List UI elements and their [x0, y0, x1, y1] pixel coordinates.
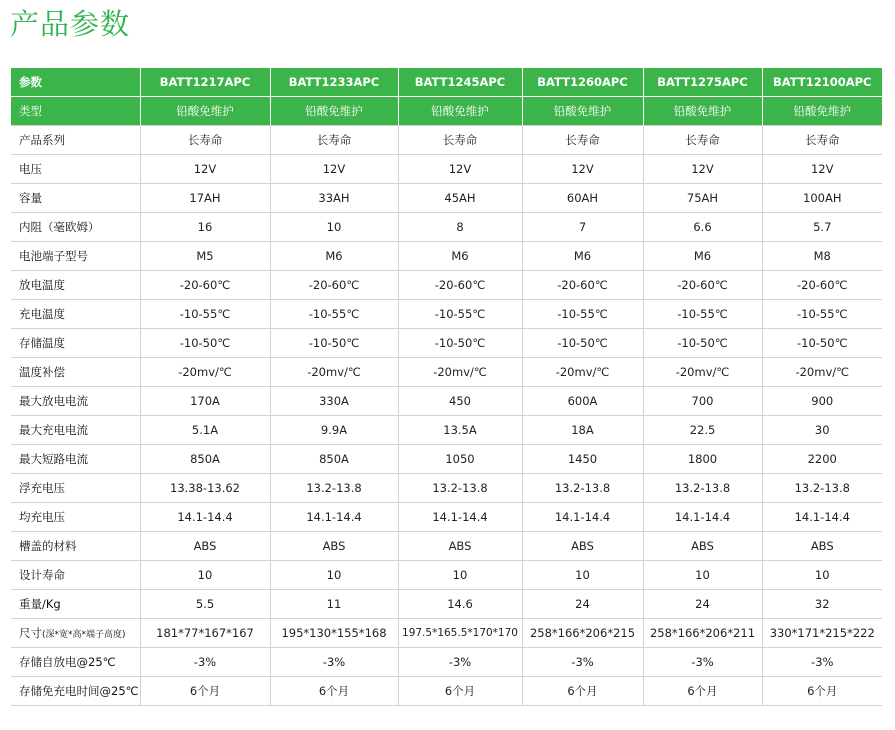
table-cell: 258*166*206*211 [643, 619, 762, 648]
row-label [11, 184, 140, 213]
table-cell: 12V [270, 155, 398, 184]
row-label-text: 浮充电压 [19, 481, 65, 495]
table-cell: 330A [270, 387, 398, 416]
table-cell: M6 [643, 242, 762, 271]
table-cell: -3% [522, 648, 643, 677]
model-header: BATT1275APC [643, 68, 762, 97]
page-title: 产品参数 [10, 7, 131, 41]
row-label [11, 619, 140, 648]
table-row [11, 445, 882, 474]
row-label-text: 电池端子型号 [19, 249, 88, 263]
table-cell: 6.6 [643, 213, 762, 242]
table-cell: 197.5*165.5*170*170 [398, 619, 522, 648]
type-cell: 铅酸免维护 [762, 97, 882, 126]
table-cell: -10-55℃ [643, 300, 762, 329]
row-label-text: 温度补偿 [19, 365, 65, 379]
table-cell: 22.5 [643, 416, 762, 445]
table-cell: 6个月 [643, 677, 762, 706]
table-cell: -10-55℃ [522, 300, 643, 329]
row-label-text: 设计寿命 [19, 568, 65, 582]
model-header: BATT1260APC [522, 68, 643, 97]
table-cell: 16 [140, 213, 270, 242]
table-cell: 30 [762, 416, 882, 445]
table-cell: 14.1-14.4 [762, 503, 882, 532]
row-label [11, 561, 140, 590]
row-label-text: 最大放电电流 [19, 394, 88, 408]
table-cell: 2200 [762, 445, 882, 474]
table-cell: -10-55℃ [762, 300, 882, 329]
table-cell: 24 [522, 590, 643, 619]
table-cell: 13.2-13.8 [398, 474, 522, 503]
table-row [11, 387, 882, 416]
row-label-text: 存储自放电@25℃ [19, 655, 116, 669]
table-cell: -10-55℃ [270, 300, 398, 329]
table-cell: 850A [270, 445, 398, 474]
table-cell: -20mv/℃ [398, 358, 522, 387]
model-header: BATT12100APC [762, 68, 882, 97]
table-row [11, 300, 882, 329]
table-cell: 6个月 [140, 677, 270, 706]
row-label [11, 300, 140, 329]
row-label-text: 放电温度 [19, 278, 65, 292]
table-cell: 7 [522, 213, 643, 242]
row-label [11, 387, 140, 416]
row-label-note: (深*宽*高*端子高度) [42, 630, 126, 640]
row-label [11, 445, 140, 474]
table-row [11, 619, 882, 648]
table-cell: -20mv/℃ [522, 358, 643, 387]
table-cell: 10 [140, 561, 270, 590]
table-cell: ABS [398, 532, 522, 561]
table-cell: -10-50℃ [398, 329, 522, 358]
row-label [11, 242, 140, 271]
table-cell: 长寿命 [140, 126, 270, 155]
table-cell: 450 [398, 387, 522, 416]
row-label-text: 最大短路电流 [19, 452, 88, 466]
type-cell: 铅酸免维护 [522, 97, 643, 126]
table-cell: 18A [522, 416, 643, 445]
model-header: BATT1233APC [270, 68, 398, 97]
table-row [11, 213, 882, 242]
table-cell: -20-60℃ [270, 271, 398, 300]
model-header: BATT1217APC [140, 68, 270, 97]
table-cell: 1800 [643, 445, 762, 474]
table-cell: ABS [762, 532, 882, 561]
table-cell: 181*77*167*167 [140, 619, 270, 648]
table-cell: 12V [643, 155, 762, 184]
table-cell: 10 [270, 213, 398, 242]
table-row [11, 358, 882, 387]
type-label: 类型 [11, 97, 140, 126]
row-label [11, 503, 140, 532]
row-label [11, 358, 140, 387]
table-cell: -3% [398, 648, 522, 677]
table-cell: 24 [643, 590, 762, 619]
table-row [11, 329, 882, 358]
table-cell: 10 [643, 561, 762, 590]
table-cell: 45AH [398, 184, 522, 213]
table-cell: -10-50℃ [140, 329, 270, 358]
table-row [11, 677, 882, 706]
row-label-text: 充电温度 [19, 307, 65, 321]
table-cell: 长寿命 [643, 126, 762, 155]
table-cell: -3% [270, 648, 398, 677]
row-label-text: 最大充电电流 [19, 423, 88, 437]
table-cell: 长寿命 [762, 126, 882, 155]
table-cell: 13.2-13.8 [522, 474, 643, 503]
spec-table-body [11, 68, 882, 706]
table-cell: -10-50℃ [762, 329, 882, 358]
table-cell: ABS [140, 532, 270, 561]
table-cell: 8 [398, 213, 522, 242]
table-cell: 32 [762, 590, 882, 619]
table-row [11, 474, 882, 503]
type-cell: 铅酸免维护 [643, 97, 762, 126]
table-cell: 13.5A [398, 416, 522, 445]
table-cell: -3% [762, 648, 882, 677]
table-cell: 6个月 [398, 677, 522, 706]
table-cell: 1050 [398, 445, 522, 474]
table-cell: 12V [522, 155, 643, 184]
table-cell: 850A [140, 445, 270, 474]
table-cell: 6个月 [762, 677, 882, 706]
table-cell: 5.1A [140, 416, 270, 445]
table-cell: 12V [398, 155, 522, 184]
table-cell: -10-50℃ [270, 329, 398, 358]
table-cell: 6个月 [522, 677, 643, 706]
row-label-text: 内阻（毫欧姆） [19, 220, 100, 234]
row-label [11, 126, 140, 155]
table-cell: 170A [140, 387, 270, 416]
table-cell: 14.1-14.4 [140, 503, 270, 532]
table-cell: M6 [398, 242, 522, 271]
table-cell: 长寿命 [522, 126, 643, 155]
table-cell: 60AH [522, 184, 643, 213]
row-label-text: 容量 [19, 191, 42, 205]
table-cell: M5 [140, 242, 270, 271]
table-cell: 10 [762, 561, 882, 590]
table-cell: -20mv/℃ [643, 358, 762, 387]
table-cell: 10 [270, 561, 398, 590]
table-cell: 17AH [140, 184, 270, 213]
type-cell: 铅酸免维护 [140, 97, 270, 126]
table-cell: -20-60℃ [140, 271, 270, 300]
row-label [11, 648, 140, 677]
table-cell: M8 [762, 242, 882, 271]
table-cell: 330*171*215*222 [762, 619, 882, 648]
table-cell: -3% [643, 648, 762, 677]
table-cell: -10-50℃ [522, 329, 643, 358]
table-cell: M6 [522, 242, 643, 271]
row-label [11, 155, 140, 184]
table-cell: 11 [270, 590, 398, 619]
row-label-text: 产品系列 [19, 133, 65, 147]
table-cell: ABS [270, 532, 398, 561]
row-label-text: 尺寸 [19, 626, 42, 640]
table-row [11, 503, 882, 532]
table-cell: 10 [398, 561, 522, 590]
table-cell: 13.2-13.8 [762, 474, 882, 503]
table-cell: -20-60℃ [762, 271, 882, 300]
model-header: BATT1245APC [398, 68, 522, 97]
table-row [11, 532, 882, 561]
table-cell: 5.5 [140, 590, 270, 619]
table-cell: M6 [270, 242, 398, 271]
table-cell: 5.7 [762, 213, 882, 242]
table-cell: -10-55℃ [140, 300, 270, 329]
table-cell: -20-60℃ [643, 271, 762, 300]
table-row [11, 184, 882, 213]
table-cell: 33AH [270, 184, 398, 213]
type-cell: 铅酸免维护 [398, 97, 522, 126]
table-cell: 9.9A [270, 416, 398, 445]
row-label [11, 474, 140, 503]
table-cell: 12V [140, 155, 270, 184]
table-cell: 14.1-14.4 [270, 503, 398, 532]
row-label-text: 重量/Kg [19, 597, 61, 611]
table-cell: -10-55℃ [398, 300, 522, 329]
table-cell: 258*166*206*215 [522, 619, 643, 648]
row-label-text: 存储免充电时间@25℃ [19, 684, 139, 698]
table-cell: 600A [522, 387, 643, 416]
row-label-text: 电压 [19, 162, 42, 176]
table-cell: ABS [522, 532, 643, 561]
table-cell: 长寿命 [270, 126, 398, 155]
table-row [11, 416, 882, 445]
table-cell: -20mv/℃ [140, 358, 270, 387]
table-row [11, 590, 882, 619]
table-cell: 12V [762, 155, 882, 184]
table-cell: -20mv/℃ [270, 358, 398, 387]
table-cell: 900 [762, 387, 882, 416]
type-cell: 铅酸免维护 [270, 97, 398, 126]
table-cell: 14.1-14.4 [522, 503, 643, 532]
table-row [11, 561, 882, 590]
table-cell: -3% [140, 648, 270, 677]
row-label [11, 532, 140, 561]
row-label-text: 槽盖的材料 [19, 539, 77, 553]
table-cell: 6个月 [270, 677, 398, 706]
table-cell: -20mv/℃ [762, 358, 882, 387]
table-cell: 14.1-14.4 [643, 503, 762, 532]
row-label-text: 存储温度 [19, 336, 65, 350]
table-row [11, 648, 882, 677]
table-row [11, 155, 882, 184]
table-row [11, 242, 882, 271]
header-row [11, 68, 882, 97]
row-label [11, 271, 140, 300]
type-row [11, 97, 882, 126]
table-cell: 75AH [643, 184, 762, 213]
row-label-text: 均充电压 [19, 510, 65, 524]
table-row [11, 271, 882, 300]
table-cell: -10-50℃ [643, 329, 762, 358]
table-cell: 14.1-14.4 [398, 503, 522, 532]
table-cell: 100AH [762, 184, 882, 213]
row-label [11, 329, 140, 358]
row-label [11, 416, 140, 445]
table-cell: 1450 [522, 445, 643, 474]
row-label [11, 213, 140, 242]
table-cell: -20-60℃ [522, 271, 643, 300]
table-cell: 13.2-13.8 [643, 474, 762, 503]
table-cell: 长寿命 [398, 126, 522, 155]
row-label [11, 677, 140, 706]
table-cell: ABS [643, 532, 762, 561]
header-label: 参数 [11, 68, 140, 97]
table-cell: 700 [643, 387, 762, 416]
row-label [11, 590, 140, 619]
table-cell: 10 [522, 561, 643, 590]
table-cell: 195*130*155*168 [270, 619, 398, 648]
spec-table [11, 68, 882, 706]
table-cell: -20-60℃ [398, 271, 522, 300]
table-cell: 13.38-13.62 [140, 474, 270, 503]
table-cell: 14.6 [398, 590, 522, 619]
table-cell: 13.2-13.8 [270, 474, 398, 503]
table-row [11, 126, 882, 155]
